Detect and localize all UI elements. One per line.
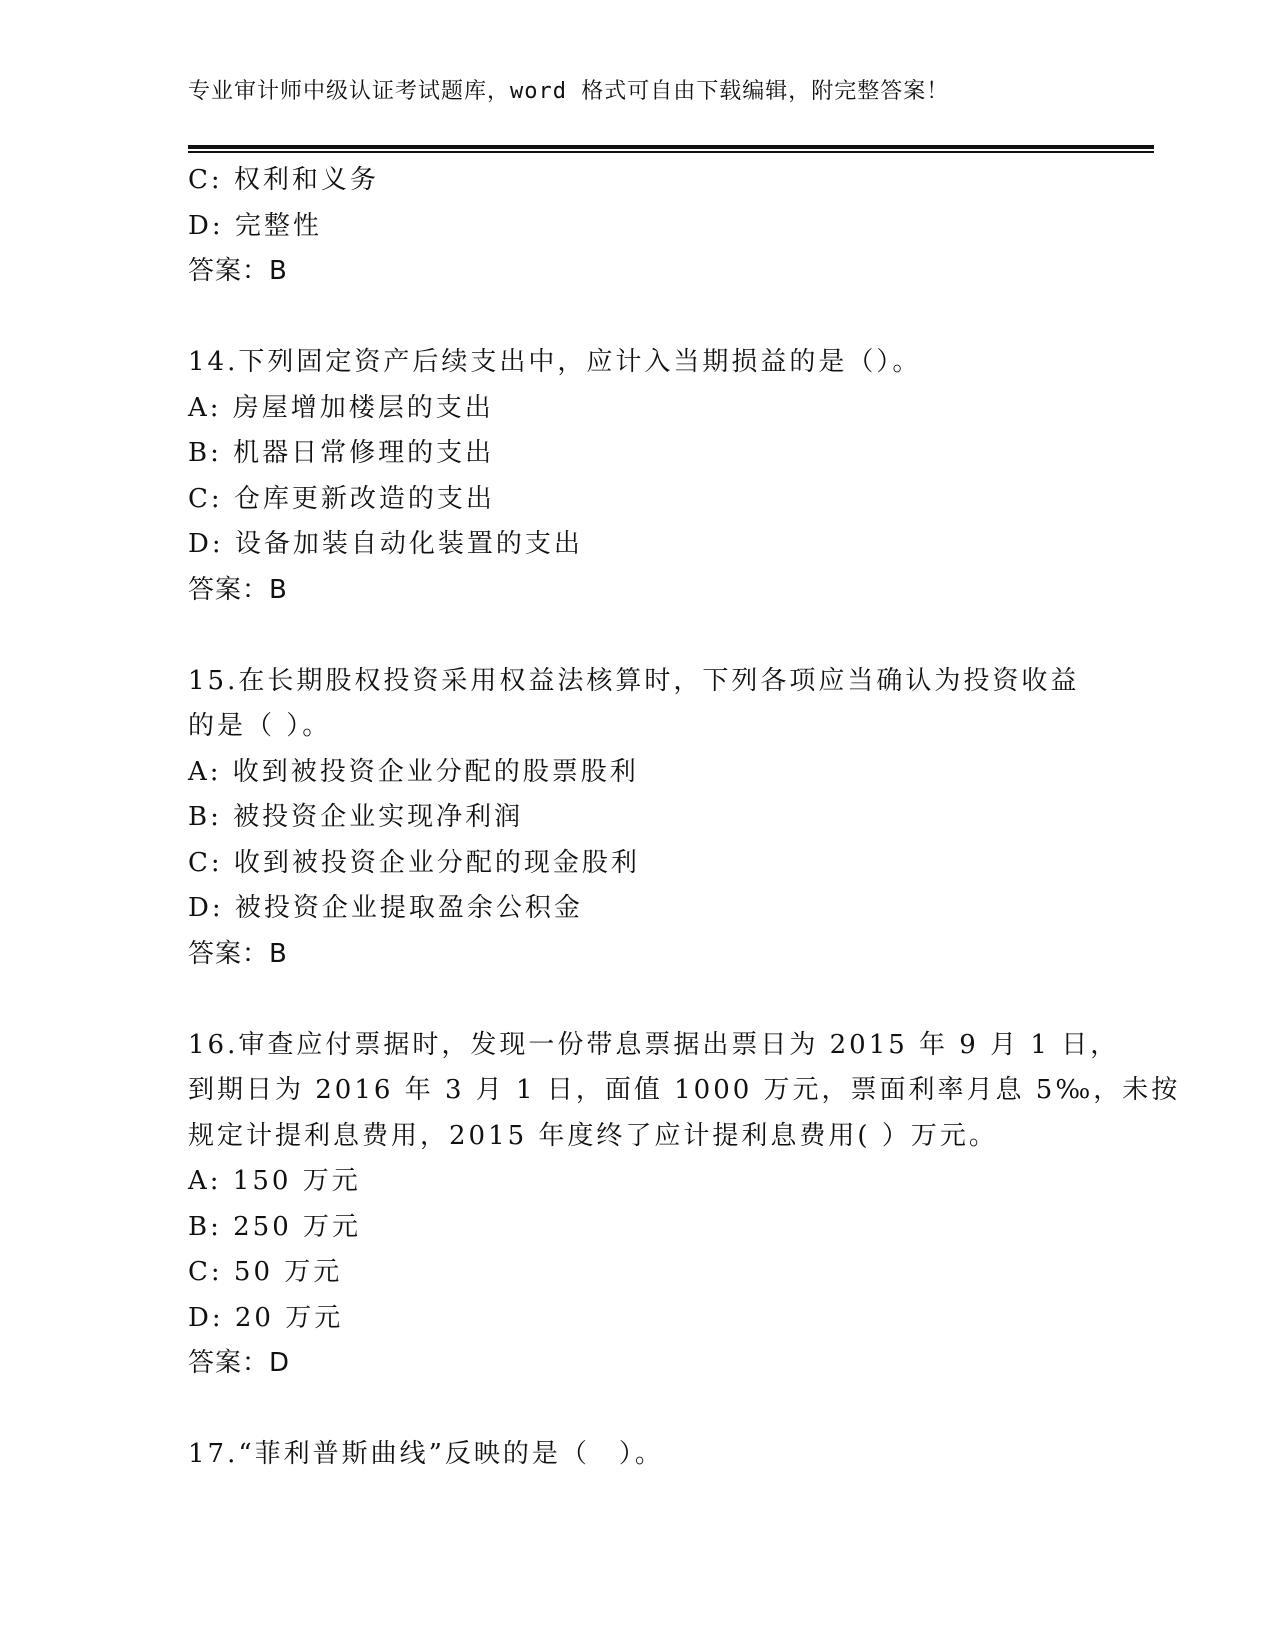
question-stem-line-1: 15.在长期股权投资采用权益法核算时，下列各项应当确认为投资收益 [188, 665, 1080, 696]
spacer [188, 295, 1088, 341]
answer-line: 答案：B [188, 574, 288, 605]
answer-line: 答案：B [188, 256, 288, 286]
option-b: B: 被投资企业实现净利润 [188, 802, 524, 832]
option-b: B: 机器日常修理的支出 [188, 438, 495, 468]
answer-line: 答案：B [188, 938, 288, 969]
page-header: 专业审计师中级认证考试题库，word 格式可自由下载编辑，附完整答案！ [188, 79, 950, 104]
question-stem-line-1: 16.审查应付票据时，发现一份带息票据出票日为 2015 年 9 月 1 日， [188, 1029, 1120, 1060]
option-d: D: 20 万元 [188, 1302, 344, 1333]
header-divider [188, 145, 1154, 153]
question-content [188, 158, 1181, 1478]
option-c: C: 收到被投资企业分配的现金股利 [188, 847, 640, 878]
question-stem-line-2: 到期日为 2016 年 3 月 1 日，面值 1000 万元，票面利率月息 5‰，未按 [188, 1075, 1181, 1105]
spacer [188, 977, 1088, 1023]
question-stem-line-2: 的是（ ）。 [188, 711, 332, 741]
option-a: A: 150 万元 [188, 1166, 361, 1196]
option-c: C: 50 万元 [188, 1257, 343, 1287]
header-rule-thin [188, 151, 1154, 153]
option-d: D: 被投资企业提取盈余公积金 [188, 893, 583, 923]
option-a: A: 房屋增加楼层的支出 [188, 392, 494, 423]
option-d: D: 完整性 [188, 210, 322, 241]
option-a: A: 收到被投资企业分配的股票股利 [188, 756, 639, 787]
question-14 [188, 340, 1088, 613]
option-b: B: 250 万元 [188, 1211, 362, 1242]
question-13-tail [188, 158, 1088, 295]
option-c: C: 权利和义务 [188, 165, 379, 195]
question-15 [188, 659, 1088, 978]
option-c: C: 仓库更新改造的支出 [188, 483, 495, 514]
question-stem: 17.“菲利普斯曲线”反映的是（ ）。 [188, 1439, 664, 1469]
question-17 [188, 1432, 1088, 1478]
question-stem: 14.下列固定资产后续支出中，应计入当期损益的是（）。 [188, 347, 922, 377]
question-16 [188, 1023, 1181, 1387]
spacer [188, 613, 1088, 659]
spacer [188, 1387, 1088, 1433]
question-stem-line-3: 规定计提利息费用，2015 年度终了应计提利息费用( ）万元。 [188, 1120, 998, 1151]
header-rule-thick [188, 145, 1154, 149]
option-d: D: 设备加装自动化装置的支出 [188, 529, 583, 559]
answer-line: 答案：D [188, 1348, 291, 1378]
